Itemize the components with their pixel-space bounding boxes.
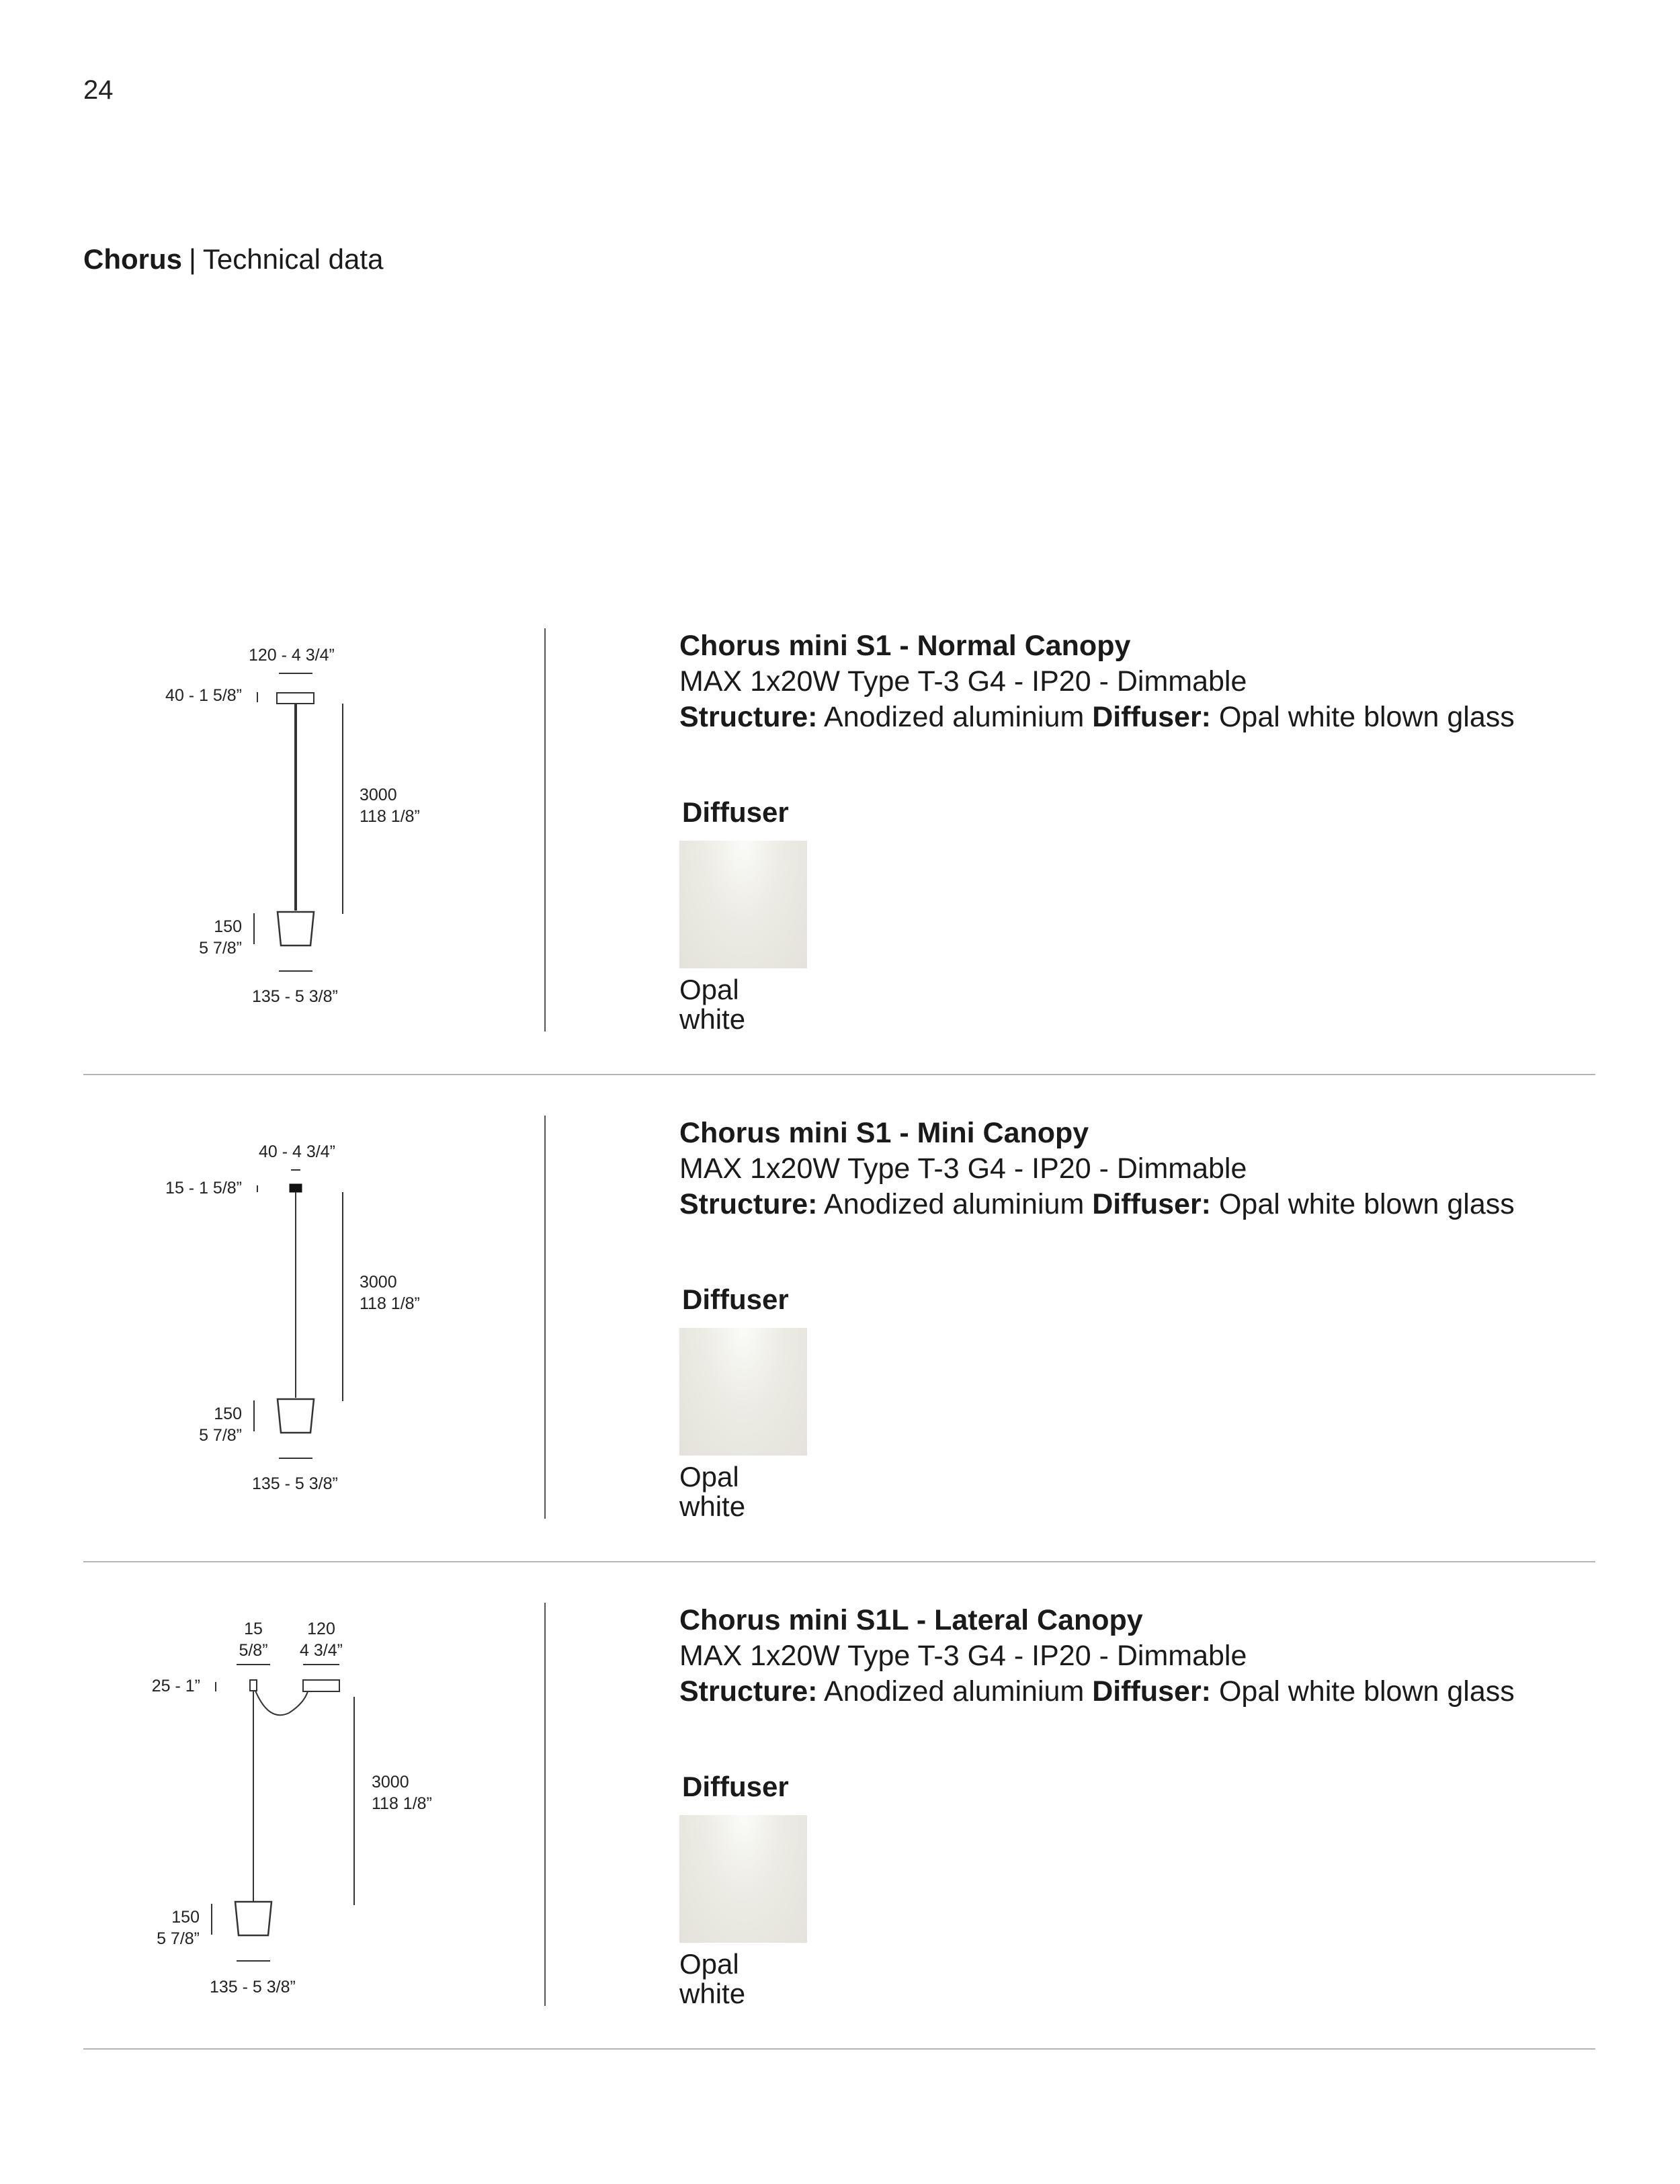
- swatch-label-line-2: white: [679, 1490, 746, 1522]
- page-title: [83, 243, 383, 276]
- structure-label: Structure:: [679, 1675, 818, 1708]
- dim-cable-length-in: 118 1/8”: [372, 1794, 432, 1813]
- swatch-label-line-2: white: [679, 1978, 746, 2009]
- canopy: [290, 1184, 302, 1192]
- swatch-label-line-2: white: [679, 1003, 746, 1035]
- structure-label: Structure:: [679, 701, 818, 733]
- page-title-subtitle: Technical data: [202, 243, 384, 275]
- dim-small-canopy-width-in: 5/8”: [239, 1641, 268, 1660]
- product-spec: MAX 1x20W Type T-3 G4 - IP20 - Dimmable: [679, 665, 1247, 698]
- page-title-product: Chorus: [83, 243, 182, 275]
- dim-canopy-height: 25 - 1”: [151, 1677, 200, 1695]
- connecting-cable: [255, 1691, 308, 1715]
- dim-shade-width: 135 - 5 3/8”: [252, 1474, 338, 1493]
- cable-holder: [250, 1680, 257, 1691]
- technical-drawing: [0, 1603, 524, 2046]
- product-section-normal-canopy: [0, 628, 1680, 1116]
- diffuser-inline-label: Diffuser:: [1092, 1188, 1212, 1220]
- swatch-label: [679, 975, 745, 1034]
- lamp-shade: [278, 1399, 314, 1433]
- dim-shade-height-mm: 150: [171, 1908, 200, 1927]
- product-spec: MAX 1x20W Type T-3 G4 - IP20 - Dimmable: [679, 1152, 1247, 1185]
- dim-shade-height-mm: 150: [214, 1404, 242, 1423]
- section-divider: [83, 1561, 1595, 1562]
- product-materials: [679, 1674, 1620, 1710]
- dim-canopy-width: 40 - 4 3/4”: [259, 1142, 335, 1161]
- diffuser-swatch-opal-white: [679, 1328, 807, 1456]
- product-spec: MAX 1x20W Type T-3 G4 - IP20 - Dimmable: [679, 1640, 1247, 1672]
- dim-cable-length-mm: 3000: [360, 786, 397, 804]
- structure-value: Anodized aluminium: [824, 1675, 1085, 1708]
- page-number: 24: [83, 75, 114, 105]
- diffuser-inline-label: Diffuser:: [1092, 701, 1212, 733]
- product-title: Chorus mini S1L - Lateral Canopy: [679, 1604, 1143, 1636]
- canopy: [303, 1680, 339, 1691]
- structure-value: Anodized aluminium: [824, 1188, 1085, 1220]
- swatch-label-line-1: Opal: [679, 974, 739, 1005]
- technical-drawing: [0, 628, 524, 1072]
- diffuser-value: Opal white blown glass: [1218, 1675, 1515, 1708]
- dim-small-canopy-width-mm: 15: [244, 1620, 263, 1638]
- structure-value: Anodized aluminium: [824, 701, 1085, 733]
- swatch-label: [679, 1949, 745, 2009]
- column-divider: [544, 1116, 546, 1519]
- dim-shade-width: 135 - 5 3/8”: [210, 1978, 296, 1997]
- lamp-shade: [278, 912, 314, 946]
- section-divider: [83, 2048, 1595, 2050]
- swatch-label-line-1: Opal: [679, 1461, 739, 1493]
- diffuser-value: Opal white blown glass: [1218, 1188, 1515, 1220]
- product-materials: [679, 700, 1620, 735]
- dim-shade-height-in: 5 7/8”: [157, 1929, 200, 1948]
- page-title-separator: |: [189, 243, 196, 275]
- dim-canopy-width-in: 4 3/4”: [300, 1641, 343, 1660]
- dim-canopy-height: 15 - 1 5/8”: [165, 1179, 242, 1198]
- canopy: [277, 693, 314, 704]
- product-section-lateral-canopy: [0, 1603, 1680, 2090]
- column-divider: [544, 628, 546, 1032]
- diffuser-inline-label: Diffuser:: [1092, 1675, 1212, 1708]
- diffuser-swatch-opal-white: [679, 841, 807, 968]
- swatch-label-line-1: Opal: [679, 1948, 739, 1980]
- structure-label: Structure:: [679, 1188, 818, 1220]
- product-title: Chorus mini S1 - Mini Canopy: [679, 1117, 1089, 1149]
- dim-canopy-width: 120 - 4 3/4”: [249, 646, 335, 665]
- dim-cable-length-in: 118 1/8”: [360, 1294, 420, 1313]
- dim-canopy-height: 40 - 1 5/8”: [165, 686, 242, 705]
- swatch-label: [679, 1462, 745, 1521]
- diffuser-heading: Diffuser: [682, 1284, 789, 1315]
- column-divider: [544, 1603, 546, 2006]
- product-materials: [679, 1187, 1620, 1222]
- dim-shade-width: 135 - 5 3/8”: [252, 987, 338, 1006]
- product-info: [679, 628, 1620, 735]
- diffuser-value: Opal white blown glass: [1218, 701, 1515, 733]
- dim-shade-height-in: 5 7/8”: [199, 939, 242, 958]
- dim-canopy-width-mm: 120: [307, 1620, 335, 1638]
- product-info: [679, 1603, 1620, 1710]
- product-section-mini-canopy: [0, 1116, 1680, 1603]
- diffuser-heading: Diffuser: [682, 796, 789, 828]
- dim-cable-length-in: 118 1/8”: [360, 807, 420, 826]
- diffuser-swatch-opal-white: [679, 1815, 807, 1943]
- technical-drawing: [0, 1116, 524, 1559]
- diffuser-heading: Diffuser: [682, 1771, 789, 1802]
- dim-shade-height-mm: 150: [214, 917, 242, 936]
- product-info: [679, 1116, 1620, 1222]
- dim-cable-length-mm: 3000: [372, 1773, 409, 1792]
- section-divider: [83, 1074, 1595, 1075]
- dim-cable-length-mm: 3000: [360, 1273, 397, 1292]
- dim-shade-height-in: 5 7/8”: [199, 1426, 242, 1445]
- product-title: Chorus mini S1 - Normal Canopy: [679, 630, 1131, 662]
- lamp-shade: [235, 1902, 271, 1935]
